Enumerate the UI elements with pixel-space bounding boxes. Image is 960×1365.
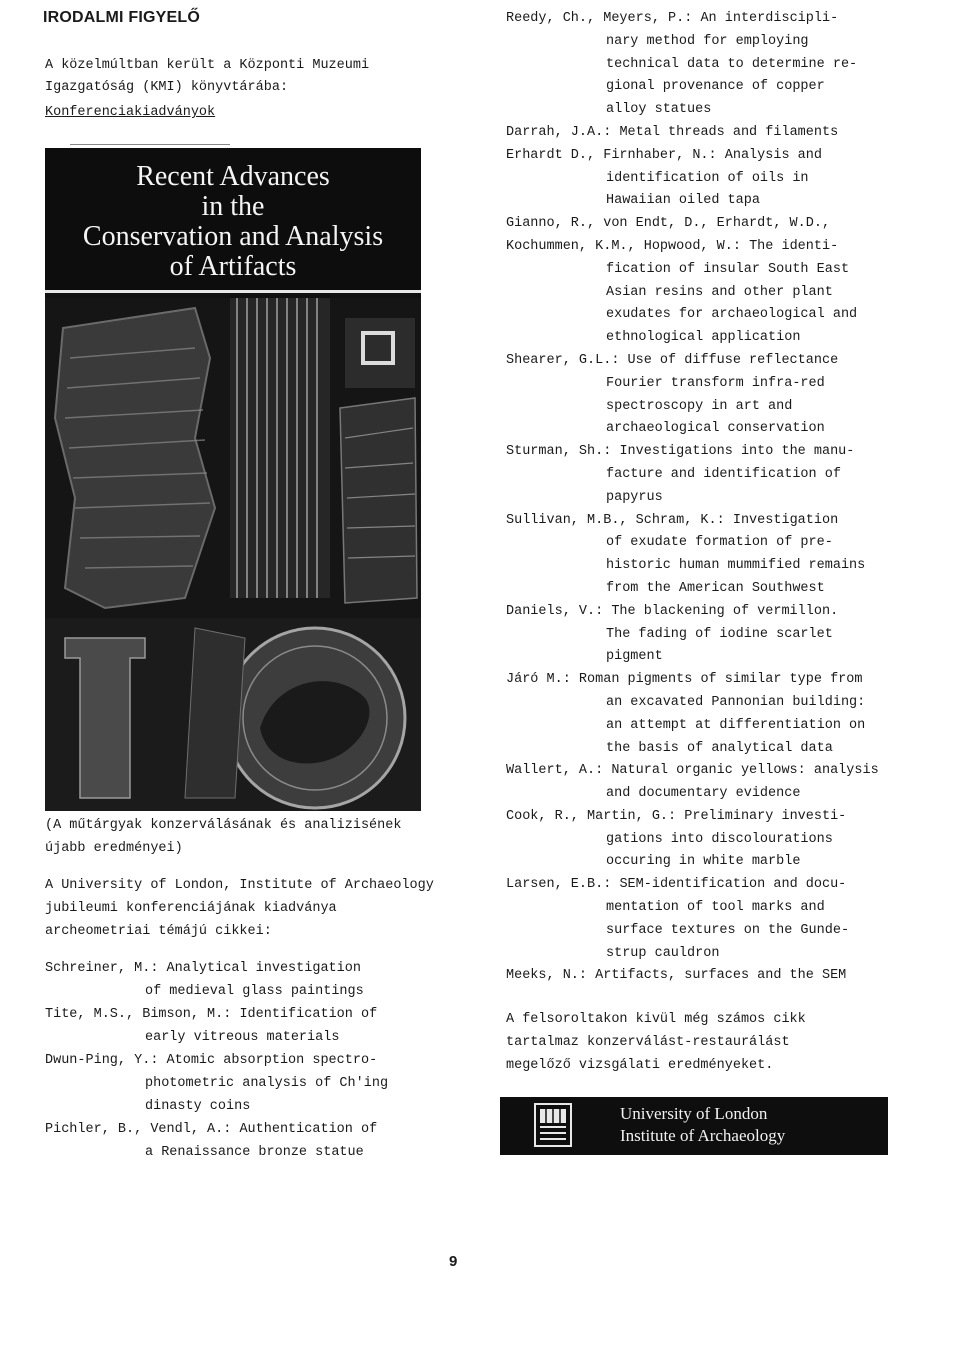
crest-icon xyxy=(534,1103,572,1147)
list-item xyxy=(506,874,926,965)
institute-logo-banner xyxy=(500,1097,888,1155)
entry-author: Pichler, B., Vendl, A.: Authentication of xyxy=(45,1122,378,1137)
right-article-list xyxy=(506,8,926,988)
cover-title-line: in the xyxy=(201,191,265,222)
divider xyxy=(70,144,230,145)
entry-author: Reedy, Ch., Meyers, P.: An interdiscipli- xyxy=(506,11,839,26)
entry-author: Sullivan, M.B., Schram, K.: Investigation xyxy=(506,512,839,528)
entry-title-line: historic human mummified remains xyxy=(606,558,866,574)
intro-paragraph: A közelmúltban került a Központi Muzeumi Igazgatóság (KMI) könyvtárába: xyxy=(45,58,370,95)
entry-title-line: an attempt at differentiation on xyxy=(606,717,866,733)
entry-title-line: an excavated Pannonian building: xyxy=(606,694,866,710)
entry-title-line: the basis of analytical data xyxy=(606,740,833,756)
list-item xyxy=(506,213,926,236)
list-item xyxy=(506,601,926,669)
entry-title-line: pigment xyxy=(606,649,663,665)
list-item xyxy=(506,236,926,350)
entry-title-line: alloy statues xyxy=(606,102,712,118)
entry-title-line: of exudate formation of pre- xyxy=(606,535,833,551)
logo-line-2: Institute of Archaeology xyxy=(620,1126,786,1145)
entry-title-line: nary method for employing xyxy=(606,33,809,49)
entry-title-line: from the American Southwest xyxy=(606,580,825,596)
entry-title-line: gional provenance of copper xyxy=(606,79,825,95)
entry-title-line: strup cauldron xyxy=(606,945,720,961)
entry-title-line: dinasty coins xyxy=(145,1099,251,1114)
entry-title-line: facture and identification of xyxy=(606,466,841,482)
entry-title-line: spectroscopy in art and xyxy=(606,398,793,414)
entry-author: Daniels, V.: The blackening of vermillon. xyxy=(506,603,839,619)
entry-title-line: identification of oils in xyxy=(606,170,809,186)
list-item xyxy=(506,806,926,874)
cover-title-line: Recent Advances xyxy=(136,161,330,192)
entry-author: Kochummen, K.M., Hopwood, W.: The identi- xyxy=(506,238,839,254)
list-item xyxy=(45,1003,445,1049)
entry-author: Tite, M.S., Bimson, M.: Identification of xyxy=(45,1007,378,1022)
entry-title-line: fication of insular South East xyxy=(606,261,850,277)
entry-title-line: surface textures on the Gunde- xyxy=(606,922,850,938)
entry-title-line: The fading of iodine scarlet xyxy=(606,626,833,642)
entry-title-line: exudates for archaeological and xyxy=(606,307,858,323)
entry-author: Wallert, A.: Natural organic yellows: analysis xyxy=(506,763,879,779)
left-article-list xyxy=(45,814,445,1164)
list-item xyxy=(506,510,926,601)
cover-divider xyxy=(45,290,421,293)
conference-proceedings-subheading: Konferenciakiadványok xyxy=(45,105,216,120)
entry-title-line: Hawaiian oiled tapa xyxy=(606,193,760,209)
list-item xyxy=(506,8,926,122)
entry-title-line: photometric analysis of Ch'ing xyxy=(145,1076,389,1091)
entry-author: Darrah, J.A.: Metal threads and filaments xyxy=(506,124,839,140)
logo-line-1: University of London xyxy=(620,1104,768,1123)
book-cover-image xyxy=(45,148,421,811)
list-item xyxy=(506,669,926,760)
entry-author: Gianno, R., von Endt, D., Erhardt, W.D., xyxy=(506,216,831,232)
entry-title-line: early vitreous materials xyxy=(145,1030,340,1045)
cover-title-line: of Artifacts xyxy=(169,251,297,282)
cover-artifact-collage xyxy=(45,298,421,811)
entry-author: Schreiner, M.: Analytical investigation xyxy=(45,961,361,976)
entry-title-line: papyrus xyxy=(606,489,663,505)
entry-title-line: occuring in white marble xyxy=(606,854,801,870)
entry-title-line: archaeological conservation xyxy=(606,421,825,437)
entry-author: Shearer, G.L.: Use of diffuse reflectance xyxy=(506,352,839,368)
entry-title-line: Fourier transform infra-red xyxy=(606,375,825,391)
entry-title-line: of medieval glass paintings xyxy=(145,984,364,999)
list-item xyxy=(506,965,926,988)
list-item xyxy=(45,1118,445,1164)
entry-author: Meeks, N.: Artifacts, surfaces and the SEM xyxy=(506,968,847,984)
section-heading: IRODALMI FIGYELŐ xyxy=(43,9,200,26)
entry-title-line: and documentary evidence xyxy=(606,786,801,802)
cover-caption: (A műtárgyak konzerválásának és analizisének újabb eredményei) xyxy=(45,818,402,856)
entry-title-line: gations into discolourations xyxy=(606,831,833,847)
entry-title-line: ethnological application xyxy=(606,330,801,346)
list-item xyxy=(45,1049,445,1118)
list-item xyxy=(506,145,926,213)
entry-title-line: Asian resins and other plant xyxy=(606,284,833,300)
entry-author: Larsen, E.B.: SEM-identification and docu- xyxy=(506,877,847,893)
list-item xyxy=(506,760,926,806)
cover-title-line: Conservation and Analysis xyxy=(82,221,384,252)
entry-title-line: technical data to determine re- xyxy=(606,56,858,72)
proceedings-description: A University of London, Institute of Archaeology jubileumi konferenciájának kiadványa archeometriai témájú cikkei: xyxy=(45,878,434,939)
closing-paragraph: A felsoroltakon kivül még számos cikk tartalmaz konzerválást-restaurálást megelőző vizsgálati eredményeket. xyxy=(506,1012,806,1073)
entry-author: Cook, R., Martin, G.: Preliminary investi- xyxy=(506,808,847,824)
list-item xyxy=(506,122,926,145)
institute-name xyxy=(620,1103,785,1147)
entry-title-line: a Renaissance bronze statue xyxy=(145,1145,364,1160)
entry-author: Dwun-Ping, Y.: Atomic absorption spectro- xyxy=(45,1053,378,1068)
entry-title-line: mentation of tool marks and xyxy=(606,900,825,916)
list-item xyxy=(506,350,926,441)
page-number: 9 xyxy=(449,1253,458,1270)
list-item xyxy=(506,441,926,509)
entry-author: Sturman, Sh.: Investigations into the manu- xyxy=(506,444,855,460)
entry-author: Járó M.: Roman pigments of similar type from xyxy=(506,672,863,688)
entry-author: Erhardt D., Firnhaber, N.: Analysis and xyxy=(506,147,822,163)
book-cover-title xyxy=(45,148,421,290)
list-item xyxy=(45,957,445,1003)
